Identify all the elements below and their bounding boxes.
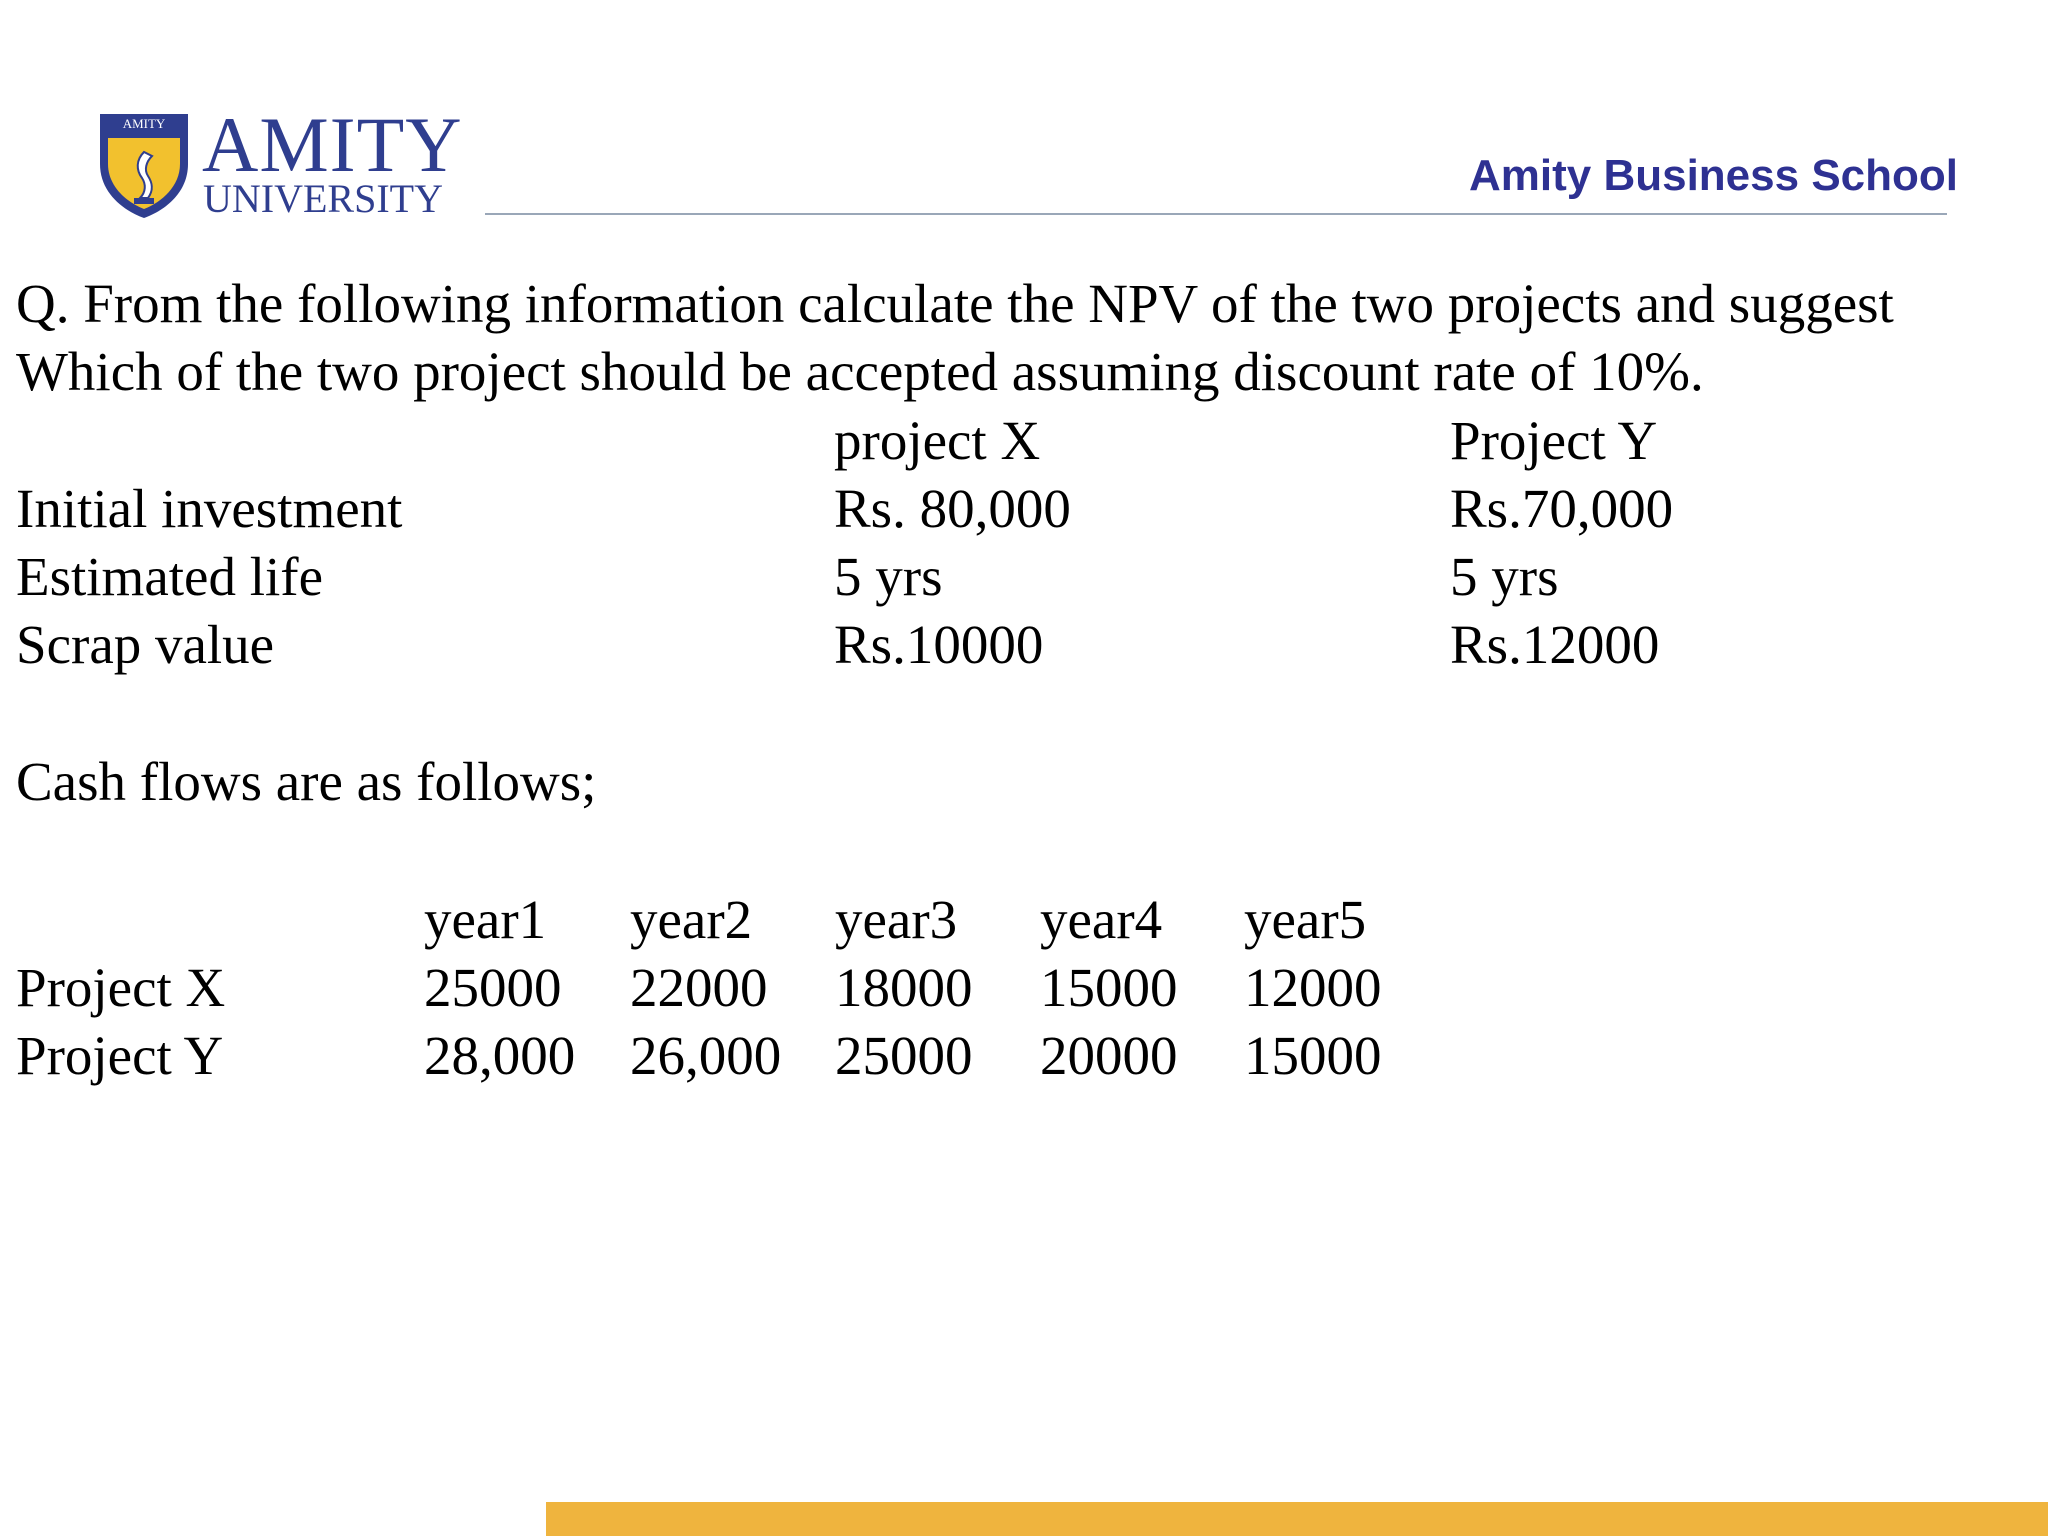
question-line-1: Q. From the following information calculate the NPV of the two projects and suggest xyxy=(16,273,1894,334)
info-row-y-value: 5 yrs xyxy=(1450,546,1559,607)
cash-flow-cell: 25000 xyxy=(424,957,562,1018)
info-row-label: Initial investment xyxy=(16,478,403,539)
cash-flow-cell: 15000 xyxy=(1244,1025,1382,1086)
cash-flow-cell: 20000 xyxy=(1040,1025,1178,1086)
question-line-2: Which of the two project should be accepted assuming discount rate of 10%. xyxy=(16,341,1704,402)
header-divider xyxy=(485,213,1947,215)
logo-subtitle: UNIVERSITY xyxy=(203,176,443,221)
cash-flow-row-label: Project Y xyxy=(16,1025,224,1086)
logo-wordmark: AMITY xyxy=(202,101,463,188)
info-row-x-value: Rs. 80,000 xyxy=(834,478,1071,539)
info-row-x-value: 5 yrs xyxy=(834,546,943,607)
cash-flow-cell: 15000 xyxy=(1040,957,1178,1018)
cash-flows-title: Cash flows are as follows; xyxy=(16,751,597,812)
cash-flow-cell: 28,000 xyxy=(424,1025,576,1086)
info-row-label: Estimated life xyxy=(16,546,323,607)
year-header: year3 xyxy=(835,889,958,950)
info-row-y-value: Rs.70,000 xyxy=(1450,478,1674,539)
year-header: year1 xyxy=(424,889,547,950)
svg-text:AMITY: AMITY xyxy=(122,116,166,131)
year-header: year5 xyxy=(1244,889,1367,950)
cash-flow-cell: 26,000 xyxy=(630,1025,782,1086)
info-row-y-value: Rs.12000 xyxy=(1450,614,1660,675)
year-header: year2 xyxy=(630,889,753,950)
cash-flow-row-label: Project X xyxy=(16,957,226,1018)
info-row-label: Scrap value xyxy=(16,614,275,675)
school-name: Amity Business School xyxy=(1468,151,1958,200)
cash-flow-cell: 18000 xyxy=(835,957,973,1018)
cash-flow-cell: 12000 xyxy=(1244,957,1382,1018)
amity-university-logo xyxy=(96,101,463,224)
university-crest-icon xyxy=(96,108,192,220)
footer-accent-bar xyxy=(546,1502,2048,1536)
info-row-x-value: Rs.10000 xyxy=(834,614,1044,675)
year-header: year4 xyxy=(1040,889,1163,950)
cash-flow-cell: 25000 xyxy=(835,1025,973,1086)
cash-flow-cell: 22000 xyxy=(630,957,768,1018)
project-y-header: Project Y xyxy=(1450,410,1658,471)
project-x-header: project X xyxy=(834,410,1041,471)
